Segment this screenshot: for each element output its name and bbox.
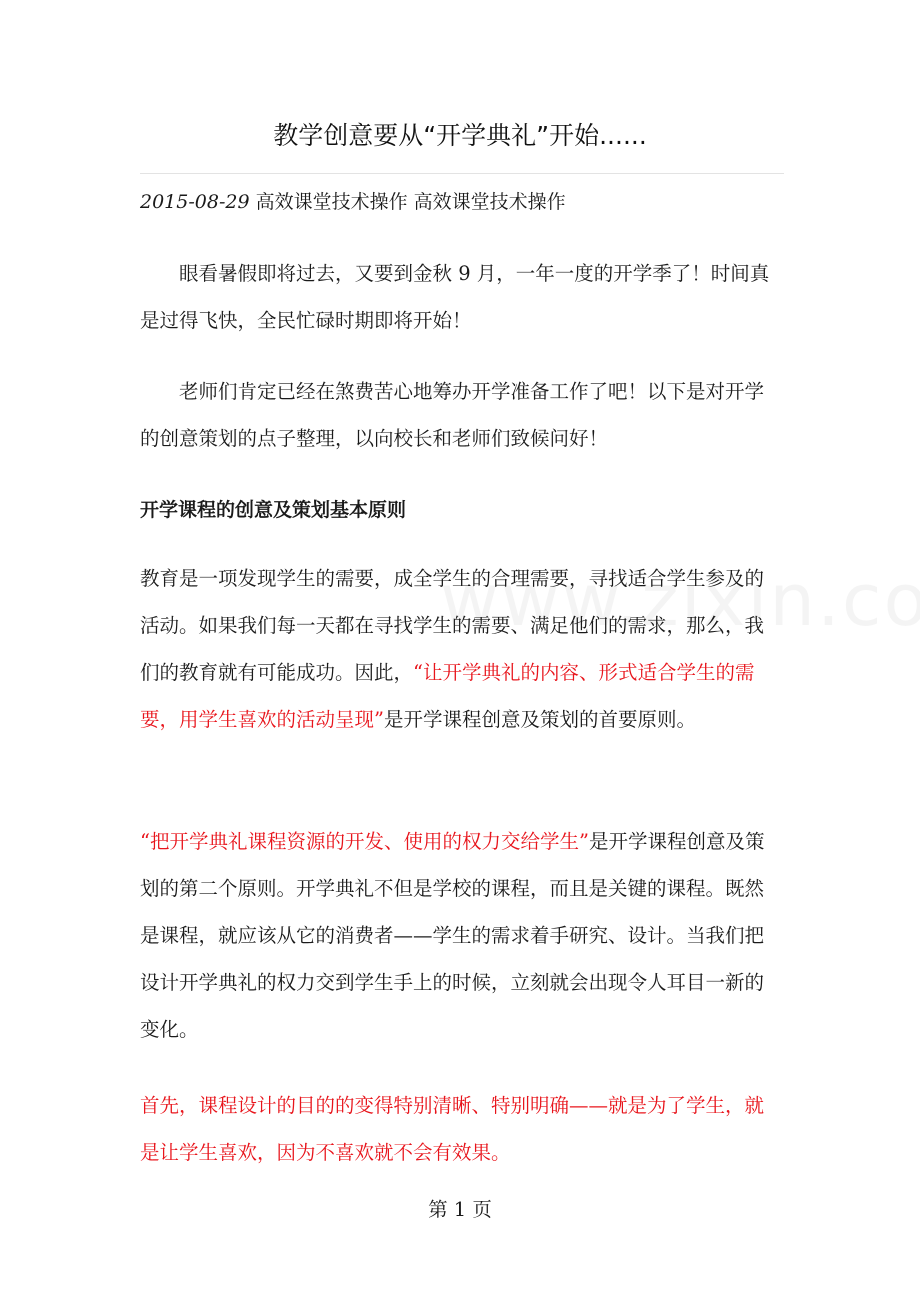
intro-paragraph: 眼看暑假即将过去，又要到金秋 9 月，一年一度的开学季了！时间真是过得飞快，全民忙碌时期即将开始！ xyxy=(140,262,770,332)
page-number: 第 1 页 xyxy=(428,1198,492,1221)
principle-one-highlight: “让开学典礼的内容、形式适合学生的需要，用学生喜欢的活动呈现” xyxy=(140,661,755,731)
principle-one-tail: 是开学课程创意及策划的首要原则。 xyxy=(383,708,696,731)
title-divider xyxy=(140,173,784,174)
meta-author: 高效课堂技术操作 xyxy=(413,191,566,213)
publish-date: 2015-08-29 xyxy=(140,191,250,213)
article-meta xyxy=(140,186,566,218)
section-heading: 开学课程的创意及策划基本原则 xyxy=(140,499,407,521)
document-title: 教学创意要从“开学典礼”开始...... xyxy=(273,121,647,150)
principle-one-paragraph xyxy=(140,555,782,743)
principle-two-tail: 是开学课程创意及策划的第二个原则。开学典礼不但是学校的课程，而且是关键的课程。既然是课程，就应该从它的消费者——学生的需求着手研究、设计。当我们把设计开学典礼的权力交到学生手上的时候，立刻就会出现令人耳目一新的变化。 xyxy=(140,830,765,1041)
first-point-paragraph: 首先，课程设计的目的的变得特别清晰、特别明确——就是为了学生，就是让学生喜欢，因为不喜欢就不会有效果。 xyxy=(140,1094,765,1164)
principle-one-lead: 教育是一项发现学生的需要，成全学生的合理需要，寻找适合学生参及的活动。如果我们每一天都在寻找学生的需要、满足他们的需求，那么，我们的教育就有可能成功。因此， xyxy=(140,567,765,684)
principle-two-highlight: “把开学典礼课程资源的开发、使用的权力交给学生” xyxy=(140,830,589,853)
principle-two-paragraph xyxy=(140,818,782,1053)
meta-category: 高效课堂技术操作 xyxy=(255,191,408,213)
greeting-paragraph: 老师们肯定已经在煞费苦心地筹办开学准备工作了吧！以下是对开学的创意策划的点子整理，以向校长和老师们致候问好！ xyxy=(140,380,765,450)
